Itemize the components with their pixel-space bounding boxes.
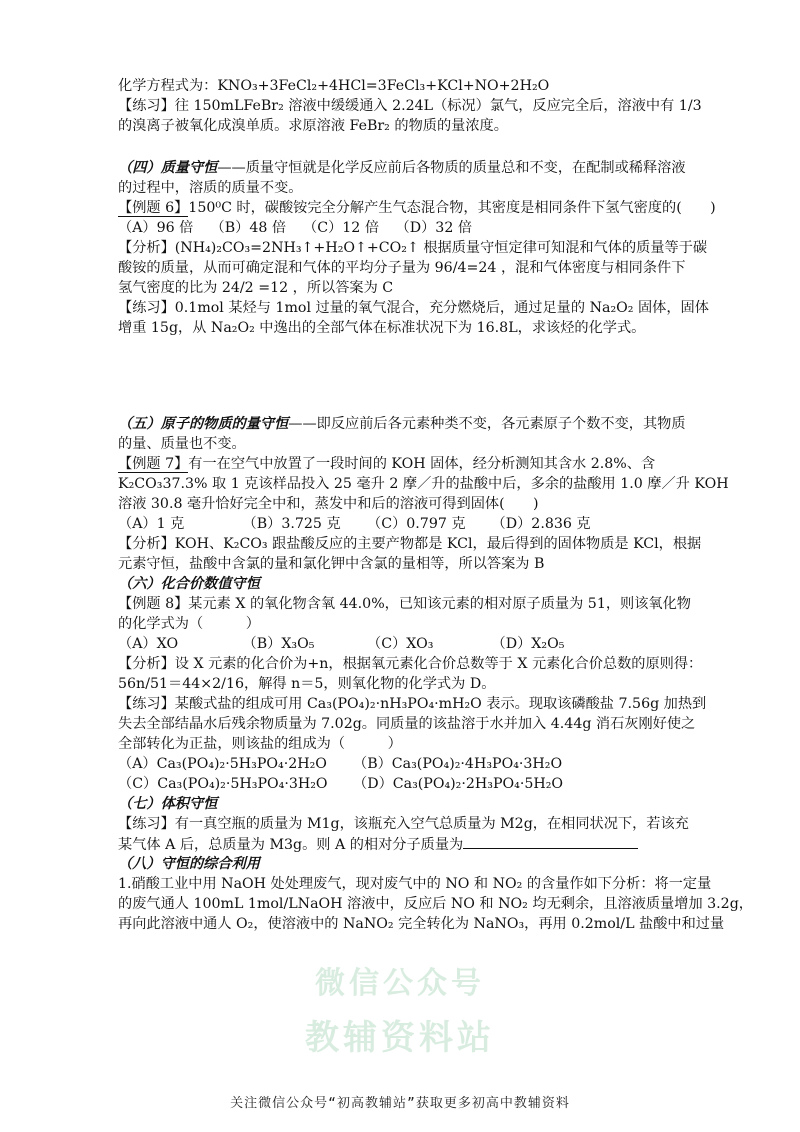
example-6-options (118, 218, 690, 238)
example-tag: 【例题 6】 (118, 200, 189, 216)
text-line: 化学方程式为：KNO₃+3FeCl₂+4HCl=3FeCl₃+KCl+NO+2H₂O (118, 78, 550, 94)
text-line: 增重 15g，从 Na₂O₂ 中逸出的全部气体在标准状况下为 16.8L，求该烃的化学式。 (118, 320, 646, 336)
text-line: 全部转化为正盐，则该盐的组成为（ ） (118, 736, 402, 752)
text-line: 的过程中，溶质的质量不变。 (118, 180, 303, 196)
option-d: （D）X₂O₅ (491, 636, 565, 652)
option-d: （D）32 倍 (395, 220, 473, 236)
example-text: 有一在空气中放置了一段时间的 KOH 固体，经分析测知其含水 2.8%、含 (188, 456, 656, 472)
text-line: 溶液 30.8 毫升恰好完全中和，蒸发中和后的溶液可得到固体( ) (118, 496, 539, 512)
section-4-heading (118, 158, 690, 178)
analysis-line: 【分析】(NH₄)₂CO₃=2NH₃↑+H₂O↑+CO₂↑ 根据质量守恒定律可知混和气体的质量等于碳 (118, 240, 708, 256)
exercise-line: 【练习】有一真空瓶的质量为 M1g，该瓶充入空气总质量为 M2g，在相同状况下，若该充 (118, 816, 689, 832)
option-a: （A）1 克 (118, 516, 185, 532)
option-b: （B）48 倍 (210, 220, 287, 236)
text-line: 元素守恒，盐酸中含氯的量和氯化钾中含氯的量相等，所以答案为 B (118, 556, 545, 572)
text-line: 再向此溶液中通人 O₂，使溶液中的 NaNO₂ 完全转化为 NaNO₃，再用 0.2mol/L 盐酸中和过量 (118, 916, 725, 932)
question-text: 某气体 A 后，总质量为 M3g。则 A 的相对分子质量为 (118, 837, 464, 853)
option-b: （B）Ca₃(PO₄)₂·4H₃PO₄·3H₂O (353, 756, 563, 772)
text-line: 失去全部结晶水后残余物质量为 7.02g。同质量的该盐溶于水并加入 4.44g 消石灰刚好使之 (118, 716, 696, 732)
exercise-line: 【练习】0.1mol 某烃与 1mol 过量的氧气混合，充分燃烧后，通过足量的 Na₂O₂ 固体，固体 (118, 300, 709, 316)
section-5-heading (118, 414, 690, 434)
page-footer: 关注微信公众号“初高教辅站”获取更多初高中教辅资料 (230, 1096, 570, 1111)
exercise-options-row-1 (118, 754, 690, 774)
section-text: ——质量守恒就是化学反应前后各物质的质量总和不变，在配制或稀释溶液 (217, 160, 686, 176)
example-tag: 【例题 7】 (118, 456, 189, 472)
text-line: 的量、质量也不变。 (118, 436, 246, 452)
text-line (118, 834, 690, 854)
text-line: 的废气通人 100mL 1mol/LNaOH 溶液中，反应后 NO 和 NO₂ 均无剩余，且溶液质量增加 3.2g， (118, 896, 753, 912)
example-7-options (118, 514, 690, 534)
option-c: （C）0.797 克 (367, 516, 466, 532)
exercise-line: 【练习】某酸式盐的组成可用 Ca₃(PO₄)₂·nH₃PO₄·mH₂O 表示。现取该磷酸盐 7.56g 加热到 (118, 696, 707, 712)
text-line: 氢气密度的比为 24/2 =12 ，所以答案为 C (118, 280, 394, 296)
option-c: （C）12 倍 (303, 220, 380, 236)
example-6 (118, 198, 716, 218)
example-8-options (118, 634, 690, 654)
text-line: 56n/51＝44×2/16，解得 n＝5，则氧化物的化学式为 D。 (118, 676, 496, 692)
section-title: （四）质量守恒 (118, 160, 218, 176)
text-line: 的化学式为（ ） (118, 616, 260, 632)
answer-blank (463, 834, 638, 849)
option-c: （C）Ca₃(PO₄)₂·5H₃PO₄·3H₂O (118, 776, 328, 792)
option-c: （C）XO₃ (367, 636, 434, 652)
section-6-heading: （六）化合价数值守恒 (118, 576, 260, 592)
exercise-line: 【练习】往 150mLFeBr₂ 溶液中缓缓通入 2.24L（标况）氯气，反应完全后，溶液中有 1/3 (118, 98, 702, 114)
exercise-options-row-2 (118, 774, 690, 794)
text-line: 1.硝酸工业中用 NaOH 处处理废气，现对废气中的 NO 和 NO₂ 的含量作如下分析：将一定量 (118, 876, 712, 892)
option-a: （A）XO (118, 636, 179, 652)
section-7-heading: （七）体积守恒 (118, 796, 218, 812)
section-title: （五）原子的物质的量守恒 (118, 416, 289, 432)
text-line: 的溴离子被氧化成溴单质。求原溶液 FeBr₂ 的物质的量浓度。 (118, 118, 508, 134)
text-line: K₂CO₃37.3% 取 1 克该样品投入 25 毫升 2 摩／升的盐酸中后，多余的盐酸用 1.0 摩／升 KOH (118, 476, 729, 492)
analysis-line: 【分析】KOH、K₂CO₃ 跟盐酸反应的主要产物都是 KCl，最后得到的固体物质是 KCl，根据 (118, 536, 702, 552)
section-text: ——即反应前后各元素种类不变，各元素原子个数不变，其物质 (288, 416, 686, 432)
option-b: （B）3.725 克 (242, 516, 341, 532)
watermark-line-1: 微信公众号 (315, 966, 485, 1001)
option-a: （A）Ca₃(PO₄)₂·5H₃PO₄·2H₂O (118, 756, 327, 772)
document-body (118, 76, 753, 934)
option-d: （D）Ca₃(PO₄)₂·2H₃PO₄·5H₂O (353, 776, 564, 792)
section-8-heading: （八）守恒的综合利用 (118, 856, 260, 872)
example-7 (118, 454, 690, 474)
option-b: （B）X₃O₅ (242, 636, 315, 652)
example-8: 【例题 8】某元素 X 的氧化物含氧 44.0%，已知该元素的相对原子质量为 51，则该氧化物 (118, 596, 691, 612)
option-d: （D）2.836 克 (491, 516, 591, 532)
option-a: （A）96 倍 (118, 220, 194, 236)
watermark-line-2: 教辅资料站 (305, 1018, 495, 1058)
example-text: 150⁰C 时，碳酸铵完全分解产生气态混合物，其密度是相同条件下氢气密度的( ) (188, 200, 716, 216)
analysis-line: 【分析】设 X 元素的化合价为+n，根据氧元素化合价总数等于 X 元素化合价总数的原则得： (118, 656, 703, 672)
text-line: 酸铵的质量，从而可确定混和气体的平均分子量为 96/4=24 ，混和气体密度与相同条件下 (118, 260, 686, 276)
